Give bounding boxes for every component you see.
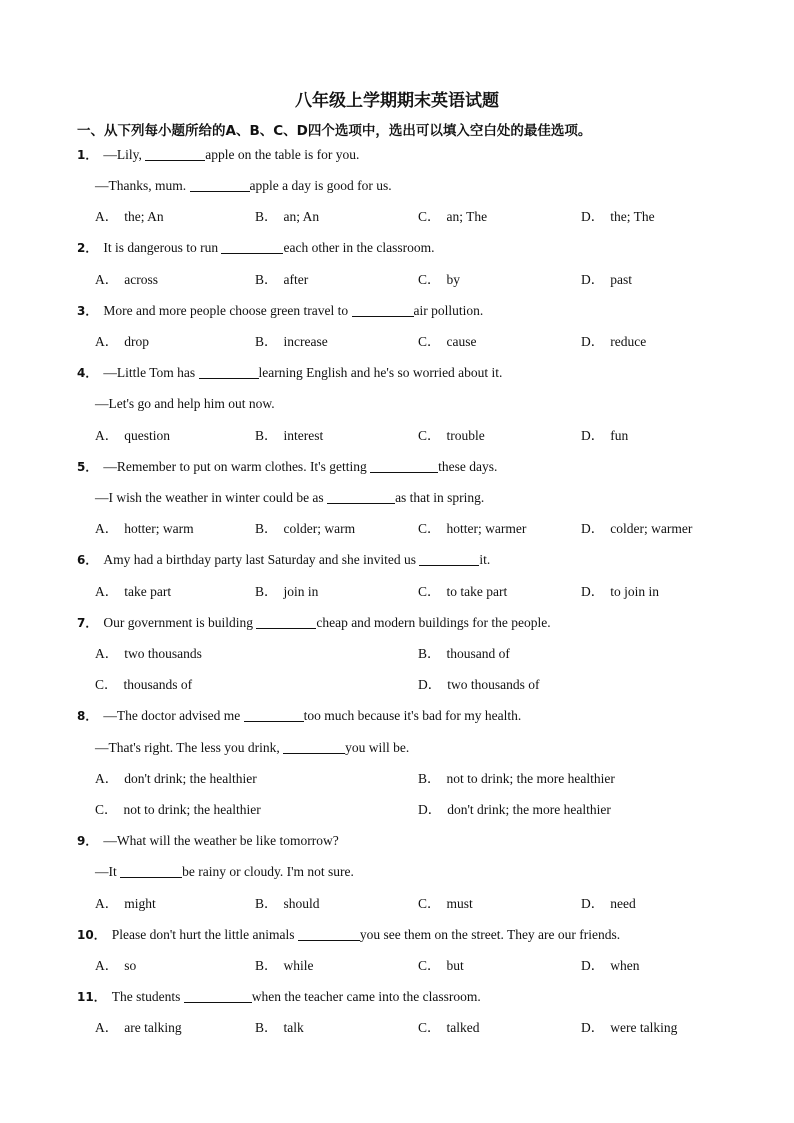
option-d[interactable]: D． fun [581, 428, 629, 443]
option-a[interactable]: A． are talking [95, 1020, 182, 1035]
option-a[interactable]: A． drop [95, 334, 149, 349]
question-10-line-1: 10． Please don't hurt the little animals you see them on the street. They are our friends. [77, 927, 621, 942]
option-b[interactable]: B． interest [255, 428, 324, 443]
question-4-line-1: 4． —Little Tom has learning English and he's so worried about it. [77, 365, 503, 380]
option-b[interactable]: B． not to drink; the more healthier [418, 771, 615, 786]
option-a[interactable]: A． the; An [95, 209, 164, 224]
option-b[interactable]: B． while [255, 958, 314, 973]
option-d[interactable]: D． to join in [581, 584, 660, 599]
question-number: 9． [77, 834, 98, 848]
option-c[interactable]: C． by [418, 272, 461, 287]
answer-blank [184, 988, 252, 1003]
question-6-line-1: 6． Amy had a birthday party last Saturday and she invited us it. [77, 552, 491, 567]
option-b[interactable]: B． increase [255, 334, 328, 349]
answer-blank [283, 739, 345, 754]
option-d[interactable]: D． were talking [581, 1020, 678, 1035]
question-number: 7． [77, 616, 98, 630]
question-1-line-2: —Thanks, mum. apple a day is good for us. [95, 178, 392, 193]
answer-blank [145, 146, 205, 161]
question-number: 3． [77, 304, 98, 318]
answer-blank [190, 177, 250, 192]
option-c[interactable]: C． thousands of [95, 677, 193, 692]
option-b[interactable]: B． after [255, 272, 309, 287]
option-a[interactable]: A． take part [95, 584, 172, 599]
option-b[interactable]: B． thousand of [418, 646, 510, 661]
question-9-line-2: —It be rainy or cloudy. I'm not sure. [95, 864, 354, 879]
answer-blank [256, 614, 316, 629]
option-c[interactable]: C． must [418, 896, 473, 911]
option-d[interactable]: D． colder; warmer [581, 521, 693, 536]
answer-blank [120, 863, 182, 878]
answer-blank [327, 489, 395, 504]
question-2-line-1: 2． It is dangerous to run each other in the classroom. [77, 240, 435, 255]
option-c[interactable]: C． talked [418, 1020, 480, 1035]
option-b[interactable]: B． should [255, 896, 320, 911]
option-c[interactable]: C． but [418, 958, 464, 973]
question-4-line-2: —Let's go and help him out now. [95, 396, 275, 411]
question-number: 1． [77, 148, 98, 162]
exam-title: 八年级上学期期末英语试题 [295, 91, 499, 111]
option-d[interactable]: D． when [581, 958, 640, 973]
option-c[interactable]: C． hotter; warmer [418, 521, 527, 536]
answer-blank [298, 926, 360, 941]
question-11-line-1: 11． The students when the teacher came into the classroom. [77, 989, 481, 1004]
question-8-line-2: —That's right. The less you drink, you will be. [95, 740, 410, 755]
option-c[interactable]: C． an; The [418, 209, 488, 224]
question-number: 6． [77, 553, 98, 567]
option-a[interactable]: A． hotter; warm [95, 521, 194, 536]
answer-blank [419, 551, 479, 566]
option-a[interactable]: A． two thousands [95, 646, 202, 661]
option-b[interactable]: B． an; An [255, 209, 320, 224]
question-1-line-1: 1． —Lily, apple on the table is for you. [77, 147, 360, 162]
question-5-line-1: 5． —Remember to put on warm clothes. It's getting these days. [77, 459, 498, 474]
question-number: 2． [77, 241, 98, 255]
question-8-line-1: 8． —The doctor advised me too much because it's bad for my health. [77, 708, 522, 723]
question-5-line-2: —I wish the weather in winter could be as as that in spring. [95, 490, 485, 505]
option-b[interactable]: B． talk [255, 1020, 304, 1035]
option-a[interactable]: A． so [95, 958, 137, 973]
answer-blank [244, 707, 304, 722]
answer-blank [352, 302, 414, 317]
option-d[interactable]: D． two thousands of [418, 677, 540, 692]
section-heading: 一、从下列每小题所给的A、B、C、D四个选项中，选出可以填入空白处的最佳选项。 [77, 123, 592, 139]
question-9-line-1: 9． —What will the weather be like tomorrow? [77, 833, 339, 848]
question-3-line-1: 3． More and more people choose green travel to air pollution. [77, 303, 484, 318]
question-7-line-1: 7． Our government is building cheap and modern buildings for the people. [77, 615, 551, 630]
option-b[interactable]: B． join in [255, 584, 319, 599]
option-a[interactable]: A． don't drink; the healthier [95, 771, 257, 786]
option-a[interactable]: A． might [95, 896, 156, 911]
option-d[interactable]: D． reduce [581, 334, 647, 349]
question-number: 8． [77, 709, 98, 723]
answer-blank [221, 239, 283, 254]
option-d[interactable]: D． need [581, 896, 636, 911]
option-a[interactable]: A． question [95, 428, 170, 443]
option-a[interactable]: A． across [95, 272, 158, 287]
option-d[interactable]: D． the; The [581, 209, 655, 224]
option-c[interactable]: C． cause [418, 334, 477, 349]
question-number: 4． [77, 366, 98, 380]
option-d[interactable]: D． don't drink; the more healthier [418, 802, 611, 817]
answer-blank [370, 458, 438, 473]
answer-blank [199, 364, 259, 379]
option-c[interactable]: C． trouble [418, 428, 485, 443]
option-c[interactable]: C． not to drink; the healthier [95, 802, 261, 817]
question-number: 10． [77, 928, 106, 942]
option-d[interactable]: D． past [581, 272, 632, 287]
question-number: 11． [77, 990, 106, 1004]
question-number: 5． [77, 460, 98, 474]
option-c[interactable]: C． to take part [418, 584, 508, 599]
option-b[interactable]: B． colder; warm [255, 521, 356, 536]
